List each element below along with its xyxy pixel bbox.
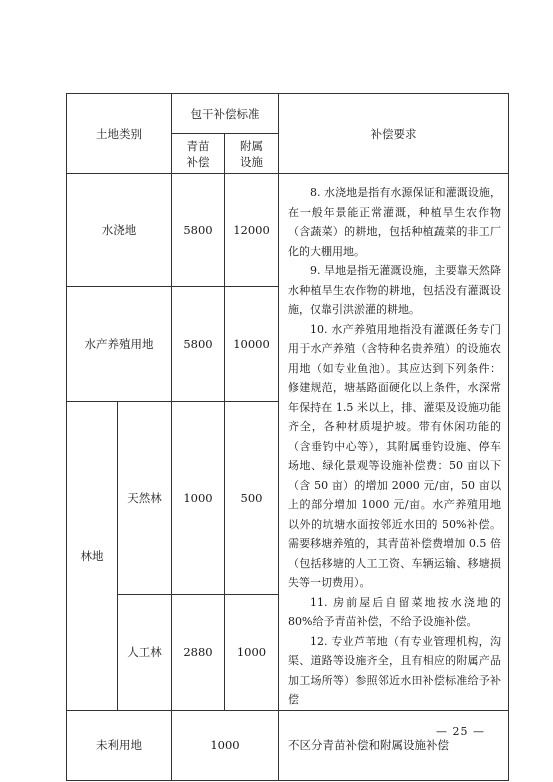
header-requirements: 补偿要求 [279,94,509,174]
row-irrigated-seedling: 5800 [172,174,225,287]
row-planted-forest-facility: 1000 [225,594,279,710]
header-facility-line1: 附属 [240,138,263,153]
row-aquaculture-type: 水产养殖用地 [67,287,172,402]
header-facility-line2: 设施 [240,154,263,169]
row-unused-combined: 1000 [172,710,279,780]
row-unused-type: 未利用地 [67,710,172,780]
requirement-paragraph-11: 11. 房前屋后自留菜地按水浇地的 80%给予青苗补偿，不给予设施补偿。 [288,595,501,628]
requirements-cell [279,174,509,711]
row-natural-forest-sub: 天然林 [118,402,172,595]
row-natural-forest-seedling: 1000 [172,402,225,595]
requirement-paragraph-10: 10. 水产养殖用地指没有灌溉任务专门用于水产养殖（含特种名贵养殖）的设施农用地（如专业鱼池）。其应达到下列条件：修建规范，塘基路面硬化以上条件，水深常年保持在 1.5 米以上，排、灌渠及设施功能齐全，各种材质堤护坡。带有休闲功能的（含垂钓中心等），其附属垂钓设施、停车场地、绿化景观等设施补偿费：50 亩以下（含 50 亩）的增加 2000 元/亩，50 亩以上的部分增加 1000 元/亩。水产养殖用地以外的坑塘水面按邻近水田的 50%补偿。需要移塘养殖的，其青苗补偿费增加 0.5 倍（包括移塘的人工工资、车辆运输、移塘损失等一切费用）。 [288,322,501,589]
row-natural-forest-facility: 500 [225,402,279,595]
row-aquaculture-facility: 10000 [225,287,279,402]
row-planted-forest-seedling: 2880 [172,594,225,710]
row-planted-forest-sub: 人工林 [118,594,172,710]
page-number: — 25 — [436,725,485,738]
header-seedling-line2: 补偿 [186,154,210,169]
header-facility [225,134,279,174]
row-aquaculture-seedling: 5800 [172,287,225,402]
header-standard-group: 包干补偿标准 [172,94,279,134]
row-forest-type: 林地 [67,402,118,711]
requirement-paragraph-9: 9. 旱地是指无灌溉设施，主要靠天然降水种植旱生农作物的耕地，包括没有灌溉设施，仅靠引洪淤灌的耕地。 [288,264,501,316]
row-irrigated-facility: 12000 [225,174,279,287]
row-unused-requirement: 不区分青苗补偿和附属设施补偿 [279,710,509,780]
compensation-table [66,93,509,781]
requirement-paragraph-12: 12. 专业芦苇地（有专业管理机构，沟渠、道路等设施齐全，且有相应的附属产品加工场所等）参照邻近水田补偿标准给予补偿 [288,634,501,706]
requirement-paragraph-8: 8. 水浇地是指有水源保证和灌溉设施，在一般年景能正常灌溉，种植旱生农作物（含蔬菜）的耕地，包括种植蔬菜的非工厂化的大棚用地。 [288,186,501,258]
header-seedling [172,134,225,174]
row-irrigated-type: 水浇地 [67,174,172,287]
header-seedling-line1: 青苗 [186,138,210,153]
header-land-type: 土地类别 [67,94,172,174]
